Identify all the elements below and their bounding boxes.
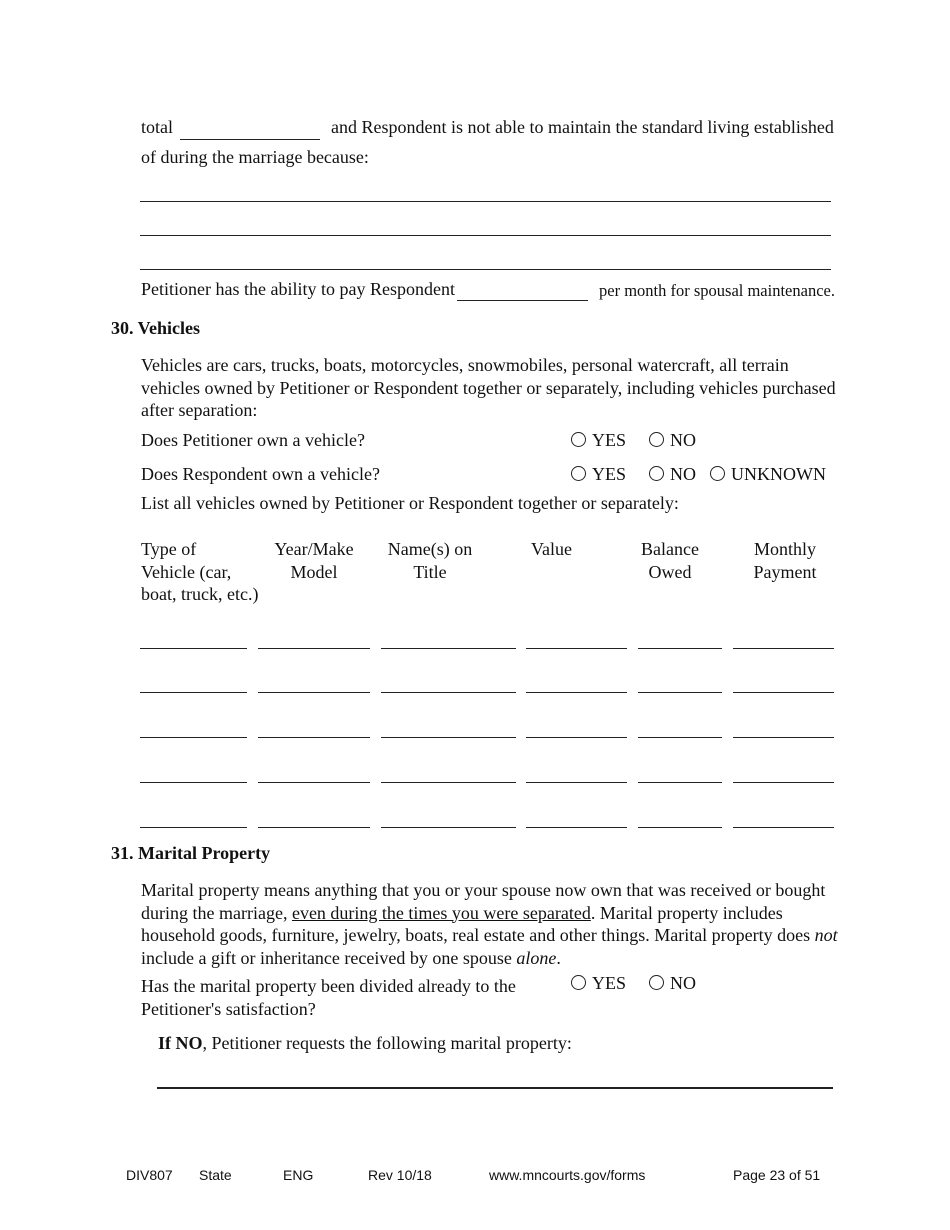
col-balance-owed: Balance Owed xyxy=(641,539,699,582)
vehicle-year-make-model-field-row-5[interactable] xyxy=(258,827,370,828)
footer-revision: Rev 10/18 xyxy=(368,1167,432,1183)
respondent-vehicle-question: Does Respondent own a vehicle? xyxy=(141,464,380,484)
col-monthly-payment: Monthly Payment xyxy=(753,539,817,582)
col-year-make-model: Year/Make Model xyxy=(274,539,354,582)
respondent-vehicle-no[interactable]: NO xyxy=(649,464,696,485)
vehicle-type-field-row-2[interactable] xyxy=(140,692,247,693)
col-names-on-title: Name(s) on Title xyxy=(387,539,473,582)
vehicle-balance-owed-field-row-5[interactable] xyxy=(638,827,722,828)
footer-form-number: DIV807 xyxy=(126,1167,173,1183)
vehicle-balance-owed-field-row-4[interactable] xyxy=(638,782,722,783)
property-divided-question: Has the marital property been divided already to the Petitioner's satisfaction? xyxy=(141,976,516,1019)
vehicle-balance-owed-field-row-2[interactable] xyxy=(638,692,722,693)
requested-property-line[interactable] xyxy=(157,1087,833,1089)
standard-living-text: and Respondent is not able to maintain the standard living established xyxy=(331,117,834,137)
vehicle-type-field-row-4[interactable] xyxy=(140,782,247,783)
per-month-text: per month for spousal maintenance. xyxy=(599,281,835,300)
vehicle-type-field-row-1[interactable] xyxy=(140,648,247,649)
marriage-because-text: of during the marriage because: xyxy=(141,147,369,167)
reason-line-1[interactable] xyxy=(140,201,831,202)
radio-icon xyxy=(649,432,664,447)
footer-url[interactable]: www.mncourts.gov/forms xyxy=(489,1167,646,1183)
vehicle-type-field-row-5[interactable] xyxy=(140,827,247,828)
respondent-vehicle-unknown[interactable]: UNKNOWN xyxy=(710,464,826,485)
vehicle-names-on-title-field-row-4[interactable] xyxy=(381,782,516,783)
vehicle-year-make-model-field-row-4[interactable] xyxy=(258,782,370,783)
vehicle-value-field-row-5[interactable] xyxy=(526,827,627,828)
pay-amount-field[interactable] xyxy=(457,300,588,301)
vehicle-monthly-payment-field-row-1[interactable] xyxy=(733,648,834,649)
vehicle-value-field-row-1[interactable] xyxy=(526,648,627,649)
radio-icon xyxy=(571,432,586,447)
petitioner-vehicle-yes[interactable]: YES xyxy=(571,430,626,451)
radio-icon xyxy=(571,466,586,481)
vehicle-names-on-title-field-row-3[interactable] xyxy=(381,737,516,738)
vehicle-list-instruction: List all vehicles owned by Petitioner or Respondent together or separately: xyxy=(141,493,679,513)
vehicle-monthly-payment-field-row-4[interactable] xyxy=(733,782,834,783)
col-type-of-vehicle: Type of Vehicle (car, boat, truck, etc.) xyxy=(141,539,259,604)
reason-line-3[interactable] xyxy=(140,269,831,270)
vehicle-value-field-row-3[interactable] xyxy=(526,737,627,738)
marital-property-heading: 31. Marital Property xyxy=(111,843,271,863)
vehicle-names-on-title-field-row-5[interactable] xyxy=(381,827,516,828)
total-field[interactable] xyxy=(180,139,320,140)
vehicle-year-make-model-field-row-2[interactable] xyxy=(258,692,370,693)
vehicle-type-field-row-3[interactable] xyxy=(140,737,247,738)
footer-state: State xyxy=(199,1167,232,1183)
vehicle-balance-owed-field-row-3[interactable] xyxy=(638,737,722,738)
vehicle-year-make-model-field-row-3[interactable] xyxy=(258,737,370,738)
radio-icon xyxy=(571,975,586,990)
vehicle-value-field-row-2[interactable] xyxy=(526,692,627,693)
marital-property-description: Marital property means anything that you or your spouse now own that was received or bought during the marriage, even during the times you were separated. Marital property includes household goods, furniture, jewelry, boats, real estate and other things. Marital property does not include a gift or inheritance received by one spouse alone. xyxy=(141,880,838,968)
property-divided-yes[interactable]: YES xyxy=(571,973,626,994)
petitioner-vehicle-no[interactable]: NO xyxy=(649,430,696,451)
radio-icon xyxy=(710,466,725,481)
radio-icon xyxy=(649,466,664,481)
footer-page-number: Page 23 of 51 xyxy=(733,1167,821,1183)
vehicle-monthly-payment-field-row-2[interactable] xyxy=(733,692,834,693)
total-label: total xyxy=(141,117,173,137)
radio-icon xyxy=(649,975,664,990)
footer-language: ENG xyxy=(283,1167,314,1183)
vehicle-monthly-payment-field-row-5[interactable] xyxy=(733,827,834,828)
vehicle-balance-owed-field-row-1[interactable] xyxy=(638,648,722,649)
vehicle-names-on-title-field-row-1[interactable] xyxy=(381,648,516,649)
vehicle-year-make-model-field-row-1[interactable] xyxy=(258,648,370,649)
col-value: Value xyxy=(531,539,572,559)
respondent-vehicle-yes[interactable]: YES xyxy=(571,464,626,485)
vehicle-value-field-row-4[interactable] xyxy=(526,782,627,783)
petitioner-vehicle-question: Does Petitioner own a vehicle? xyxy=(141,430,365,450)
vehicle-names-on-title-field-row-2[interactable] xyxy=(381,692,516,693)
vehicle-monthly-payment-field-row-3[interactable] xyxy=(733,737,834,738)
if-no-instruction: If NO, Petitioner requests the following marital property: xyxy=(158,1033,572,1053)
reason-line-2[interactable] xyxy=(140,235,831,236)
ability-to-pay-text: Petitioner has the ability to pay Respondent xyxy=(141,279,455,299)
vehicles-heading: 30. Vehicles xyxy=(111,318,201,338)
vehicles-description: Vehicles are cars, trucks, boats, motorcycles, snowmobiles, personal watercraft, all terrain vehicles owned by Petitioner or Respondent together or separately, including vehicles purchased after separation: xyxy=(141,355,836,420)
property-divided-no[interactable]: NO xyxy=(649,973,696,994)
